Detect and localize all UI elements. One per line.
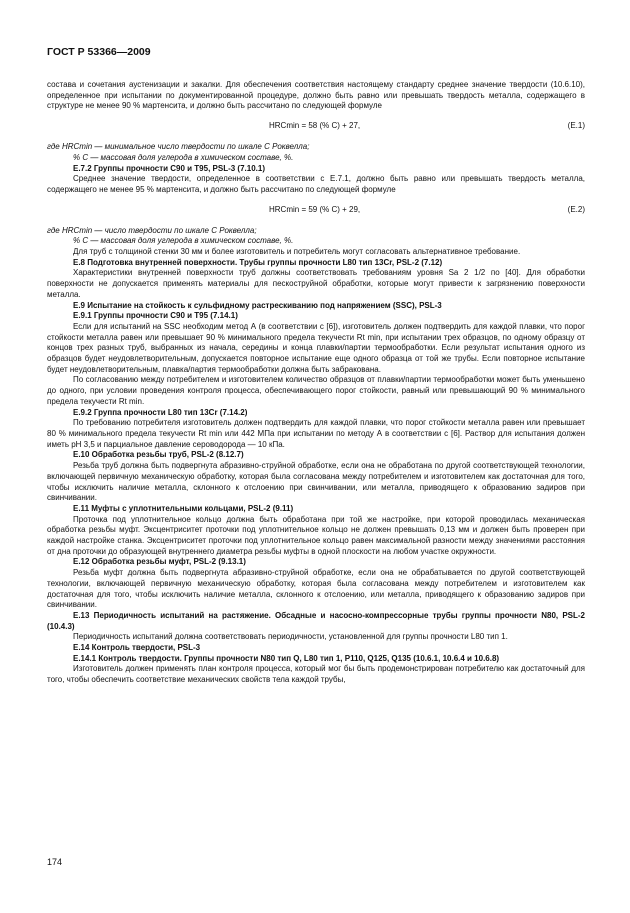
paragraph: состава и сочетания аустенизации и закалки. Для обеспечения соответствия настоящему стандарту среднее значение твердости (10.6.10), определенное при испытании по документированной процедуре, должно быть равно или превышать твердость металла, содержащего в структуре не менее 90 % мартенсита, и должно быть рассчитано по следующей формуле [47, 80, 585, 111]
page-header: ГОСТ Р 53366—2009 [47, 46, 151, 58]
paragraph: Изготовитель должен применять план контроля процесса, который мог бы быть продемонстрирован потребителю как достаточный для того, чтобы обеспечить соответствие механических свойств тела каждой трубы, [47, 664, 585, 685]
formula-text: HRCmin = 59 (% C) + 29, [269, 204, 361, 214]
formula-number: (E.1) [567, 121, 585, 131]
paragraph: Характеристики внутренней поверхности труб должны соответствовать требованиям уровня Sa 2 1/2 по [40]. Для обработки поверхности не допускается применять материалы для пескоструйной обработки, которые могут привести к загрязнению поверхности металла. [47, 268, 585, 299]
section-heading: Е.7.2 Группы прочности С90 и Т95, PSL-3 (7.10.1) [73, 163, 265, 173]
paragraph: Для труб с толщиной стенки 30 мм и более изготовитель и потребитель могут согласовать альтернативное требование. [73, 247, 521, 257]
paragraph: Периодичность испытаний должна соответствовать периодичности, установленной для группы прочности L80 тип 1. [73, 632, 508, 642]
formula-text: HRCmin = 58 (% C) + 27, [269, 121, 361, 131]
where-clause: % С — массовая доля углерода в химическом составе, %. [73, 236, 294, 246]
section-heading: Е.12 Обработка резьбы муфт, PSL-2 (9.13.1) [73, 557, 246, 567]
section-heading: Е.8 Подготовка внутренней поверхности. Трубы группы прочности L80 тип 13Cr, PSL-2 (7.12) [73, 257, 443, 267]
section-heading: Е.13 Периодичность испытаний на растяжение. Обсадные и насосно-компрессорные трубы группы прочности N80, PSL-2 (10.4.3) [47, 610, 585, 631]
paragraph: Среднее значение твердости, определенное в соответствии с Е.7.1, должно быть равно или превышать твердость металла, содержащего не менее 95 % мартенсита, и должно быть рассчитано по следующей формуле [47, 174, 585, 194]
paragraph: По требованию потребителя изготовитель должен подтвердить для каждой плавки, что порог стойкости металла равен или превышает 80 % минимального предела текучести Rt min или 442 МПа при испытании по методу А в соответствии с [6]. Раствор для испытания должен иметь pH 3,5 и парциальное давление сероводорода — 10 кПа. [47, 418, 585, 449]
paragraph: Проточка под уплотнительное кольцо должна быть обработана при той же настройке, при которой проводилась механическая обработка резьбы муфт. Эксцентриситет проточки под уплотнительное кольцо не должен превышать 0,13 мм и должен быть проверен при каждой настройке станка. Эксцентриситет проточки под уплотнительное кольцо равен максимальной разности между значениями расстояния от дна проточки до образующей внутреннего диаметра резьбы муфты в одной плоскости на любом участке окружности. [47, 514, 585, 556]
formula-e1 [47, 119, 585, 134]
where-clause: где HRCmin — число твердости по шкале С Роквелла; [47, 225, 257, 235]
section-heading: Е.11 Муфты с уплотнительными кольцами, PSL-2 (9.11) [73, 503, 294, 513]
paragraph: По согласованию между потребителем и изготовителем количество образцов от плавки/партии термообработки может быть уменьшено до одного, при условии проведения контроля процесса, обеспечивающего порог стойкости, равный или превышающий 90 % минимального предела текучести Rt min. [47, 375, 585, 406]
section-heading: Е.9 Испытание на стойкость к сульфидному растрескиванию под напряжением (SSC), PSL-3 [73, 300, 442, 310]
section-heading: Е.9.1 Группы прочности С90 и Т95 (7.14.1) [73, 311, 238, 321]
section-heading: Е.9.2 Группа прочности L80 тип 13Cr (7.14.2) [73, 407, 248, 417]
paragraph: Резьба муфт должна быть подвергнута абразивно-струйной обработке, если она не обрабатывается по другой соответствующей технологии, включающей первичную механическую обработку, которая была согласована между потребителем и изготовителем как достаточная для того, чтобы исключить наличие металла, склонного к отслоению, или металла, приводящего к образованию задиров при свинчивании. [47, 568, 585, 610]
formula-number: (E.2) [567, 204, 585, 214]
section-heading: Е.14 Контроль твердости, PSL-3 [73, 643, 201, 653]
section-heading: Е.14.1 Контроль твердости. Группы прочности N80 тип Q, L80 тип 1, P110, Q125, Q135 (10.6.1, 10.6.4 и 10.6.8) [73, 653, 500, 663]
document-body [47, 80, 585, 686]
section-heading: Е.10 Обработка резьбы труб, PSL-2 (8.12.7) [73, 450, 244, 460]
paragraph: Резьба труб должна быть подвергнута абразивно-струйной обработке, если она не обработана по другой соответствующей технологии, включающей первичную механическую обработку, которая была согласована между потребителем и изготовителем как достаточная для того, чтобы исключить наличие металла, склонного к отслоению при свинчивании, или металла, приводящего к образованию задиров при свинчивании. [47, 461, 585, 503]
formula-e2 [47, 203, 585, 218]
paragraph: Если для испытаний на SSC необходим метод А (в соответствии с [6]), изготовитель должен подтвердить для каждой плавки, что порог стойкости металла равен или превышает 90 % минимального предела текучести Rt min, при испытании трех образцов, по одному образцу от концов трех разных труб, выбранных из начала, середины и конца плавки/партии термообработки. Если результат испытания одного из образцов будет неудовлетворительным, допускается повторное испытание еще одного образца от той же трубы. Если повторное испытание будет неудовлетворительным, плавка/партия термообработки должна быть забракована. [47, 321, 585, 374]
page-number: 174 [47, 857, 63, 867]
where-clause: % С — массовая доля углерода в химическом составе, %. [73, 152, 294, 162]
where-clause: где HRCmin — минимальное число твердости по шкале С Роквелла; [47, 142, 310, 152]
